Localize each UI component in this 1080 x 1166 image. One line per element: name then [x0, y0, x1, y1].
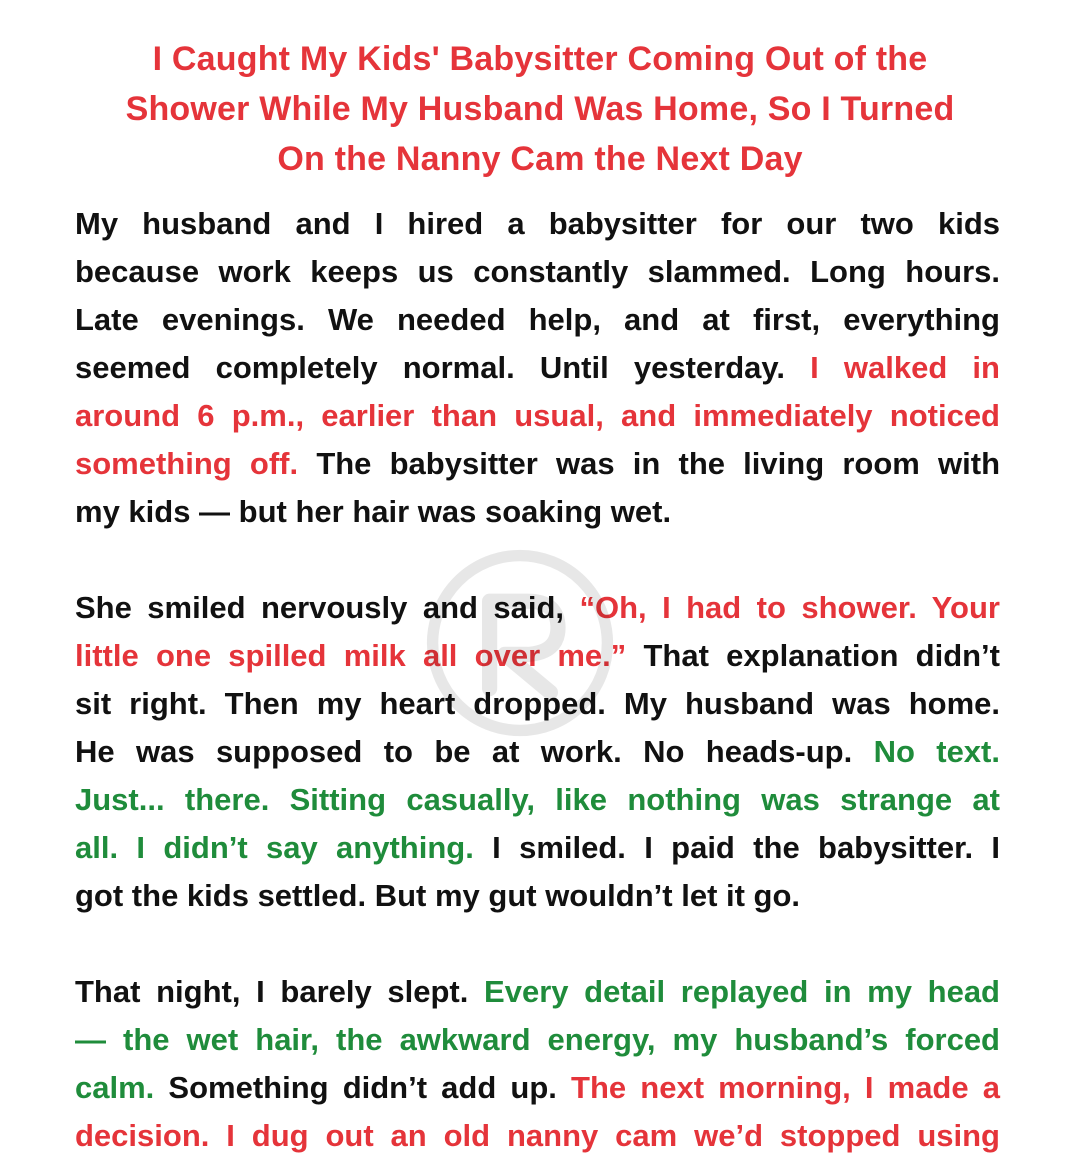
red-highlight-text: The next morning, I made a	[571, 1070, 1000, 1105]
text-line	[75, 200, 1000, 248]
text-line	[75, 488, 1000, 536]
text-line	[75, 872, 1000, 920]
body-text: He was supposed to be at work. No heads-up.	[75, 734, 874, 769]
red-highlight-text: “Oh, I had to shower. Your	[579, 590, 1000, 625]
body-text: That night, I barely slept.	[75, 974, 485, 1009]
red-highlight-text: I walked in	[810, 350, 1000, 385]
text-line	[75, 344, 1000, 392]
text-line	[75, 680, 1000, 728]
text-line	[75, 1016, 1000, 1064]
title-line: On the Nanny Cam the Next Day	[277, 140, 803, 178]
green-highlight-text: all. I didn’t say anything.	[75, 830, 493, 865]
text-line	[75, 392, 1000, 440]
body-text: Something didn’t add up.	[168, 1070, 572, 1105]
red-highlight-text: little one spilled milk all over me.”	[75, 638, 644, 673]
text-line	[75, 968, 1000, 1016]
green-highlight-text: No text.	[873, 734, 1000, 769]
body-text: because work keeps us constantly slammed. Long hours.	[75, 254, 1000, 289]
text-line	[75, 632, 1000, 680]
body-text: She smiled nervously and said,	[75, 590, 580, 625]
body-text: got the kids settled. But my gut wouldn’t let it go.	[75, 878, 801, 913]
text-line	[75, 824, 1000, 872]
green-highlight-text: Every detail replayed in my head	[484, 974, 1000, 1009]
green-highlight-text: calm.	[75, 1070, 169, 1105]
text-line	[75, 776, 1000, 824]
body-text: That explanation didn’t	[643, 638, 1000, 673]
article-body	[75, 200, 1000, 1166]
title-line: Shower While My Husband Was Home, So I Turned	[125, 90, 955, 128]
body-text: seemed completely normal. Until yesterday.	[75, 350, 811, 385]
text-line	[75, 584, 1000, 632]
paragraph	[75, 584, 1000, 920]
red-highlight-text: around 6 p.m., earlier than usual, and immediately noticed	[75, 398, 1000, 433]
green-highlight-text: — the wet hair, the awkward energy, my husband’s forced	[75, 1022, 1000, 1057]
green-highlight-text: Just... there. Sitting casually, like nothing was strange at	[75, 782, 1000, 817]
body-text: sit right. Then my heart dropped. My husband was home.	[75, 686, 1000, 721]
text-line	[75, 248, 1000, 296]
body-text: I smiled. I paid the babysitter. I	[492, 830, 1000, 865]
red-highlight-text: decision. I dug out an old nanny cam we’d stopped using	[75, 1118, 1000, 1153]
body-text: My husband and I hired a babysitter for our two kids	[75, 206, 1000, 241]
body-text: The babysitter was in the living room with	[316, 446, 1000, 481]
text-line	[75, 440, 1000, 488]
paragraph	[75, 200, 1000, 536]
text-line	[75, 1112, 1000, 1160]
title-line: I Caught My Kids' Babysitter Coming Out of the	[152, 40, 928, 78]
text-line	[75, 728, 1000, 776]
red-highlight-text: something off.	[75, 446, 317, 481]
article-title	[60, 34, 1020, 184]
body-text: my kids — but her hair was soaking wet.	[75, 494, 672, 529]
text-line	[75, 296, 1000, 344]
text-line	[75, 1064, 1000, 1112]
body-text: Late evenings. We needed help, and at first, everything	[75, 302, 1000, 337]
paragraph	[75, 968, 1000, 1160]
